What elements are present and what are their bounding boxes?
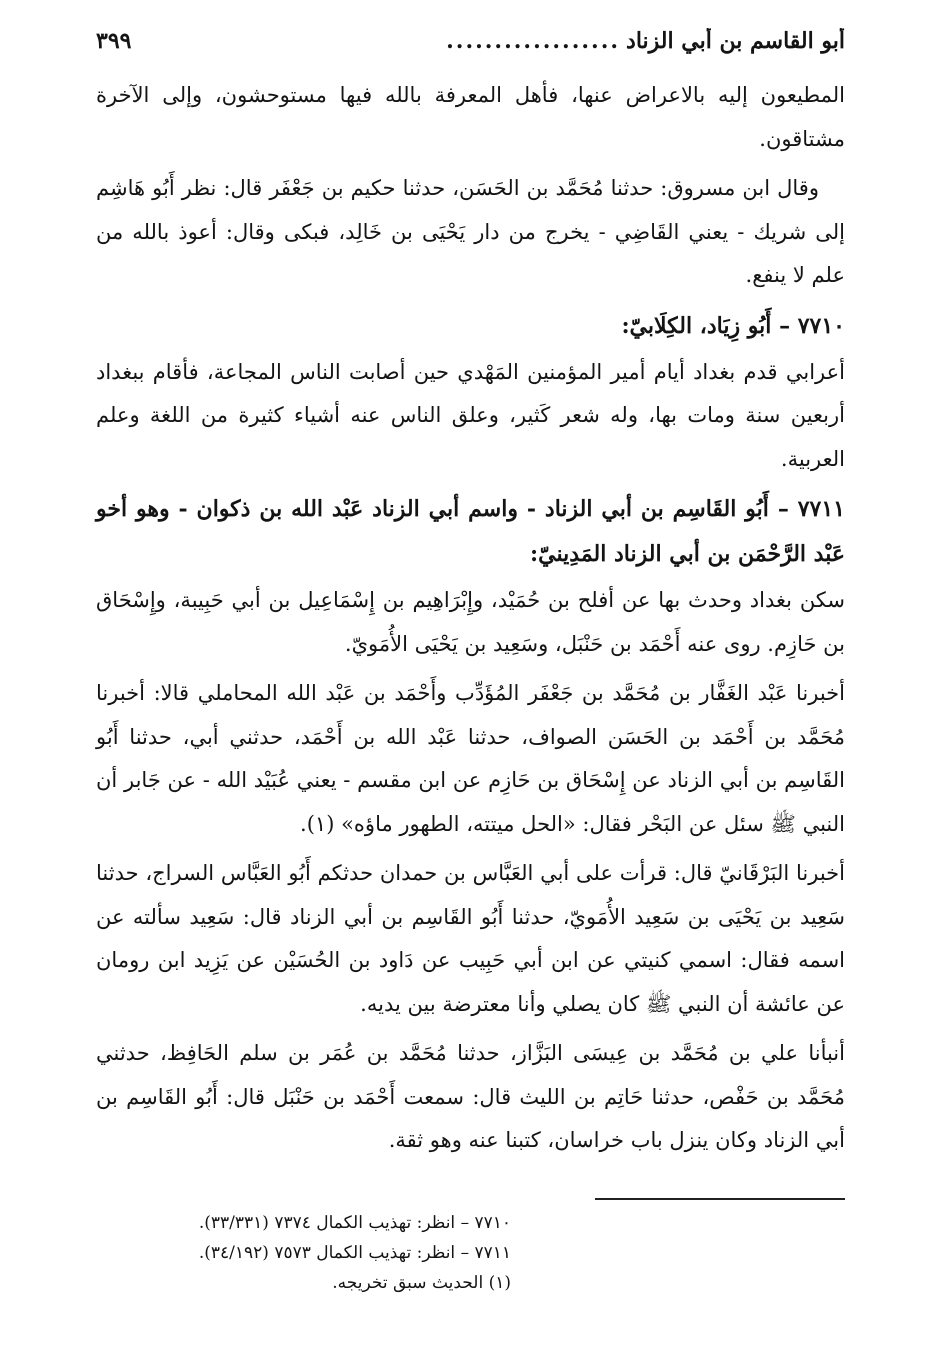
entry-title-7710: أَبُو زِيَاد، الكِلَابيّ: <box>621 312 772 339</box>
entry-heading-7711 <box>96 487 845 577</box>
paragraph-7: أنبأنا علي بن مُحَمَّد بن عِيسَى البَزَّاز، حدثنا مُحَمَّد بن عُمَر بن سلم الحَافِظ، حدثني مُحَمَّد بن حَفْص، حدثنا حَاتِم بن الليث قال: سمعت أَحْمَد بن حَنْبَل قال: أَبُو القَاسِم بن أبي الزناد وكان ينزل باب خراسان، كتبنا عنه وهو ثقة. <box>96 1041 845 1152</box>
entry-title-7711: أَبُو القَاسِم بن أبي الزناد - واسم أبي الزناد عَبْد الله بن ذكوان - وهو أخو عَبْد الرَّحْمَن بن أبي الزناد المَدِينيّ: <box>96 496 845 567</box>
paragraph-6: أخبرنا البَرْقَانيّ قال: قرأت على أبي العَبَّاس بن حمدان حدثكم أَبُو العَبَّاس السراج، حدثنا سَعِيد بن يَحْيَى بن سَعِيد الأُمَويّ، حدثنا أَبُو القَاسِم بن أبي الزناد قال: سَعِيد سألته عن اسمه فقال: اسمي كنيتي عن ابن أبي حَبِيب عن دَاود بن الحُسَيْن عن يَزِيد ابن رومان عن عائشة أن النبي ﷺ كان يصلي وأنا معترضة بين يديه. <box>96 861 845 1016</box>
entry-number-7711: ٧٧١١ – <box>777 496 845 522</box>
entry-heading-7710 <box>96 304 845 349</box>
running-header <box>96 28 845 72</box>
paragraph-4: سكن بغداد وحدث بها عن أفلح بن حُمَيْد، وإِبْرَاهِيم بن إِسْمَاعِيل بن أبي حَبِيبة، وإِسْحَاق بن حَازِم. روى عنه أَحْمَد بن حَنْبَل، وسَعِيد بن يَحْيَى الأُمَويّ. <box>96 588 845 656</box>
paragraph-3: أعرابي قدم بغداد أيام أمير المؤمنين المَهْدي حين أصابت الناس المجاعة، فأقام ببغداد أربعين سنة ومات بها، وله شعر كَثير، وعلق الناس عنه أشياء كثيرة من اللغة وعلم العربية. <box>96 359 845 471</box>
entry-number-7710: ٧٧١٠ – <box>779 312 845 339</box>
paragraph-1: المطيعون إليه بالاعراض عنها، فأهل المعرفة بالله فيها مستوحشون، وإلى الآخرة مشتاقون. <box>96 83 845 151</box>
page-number: ٣٩٩ <box>96 28 132 54</box>
header-dots: .................. <box>446 28 621 54</box>
paragraph-5: أخبرنا عَبْد الغَفَّار بن مُحَمَّد بن جَعْفَر المُؤَدِّب وأَحْمَد بن عَبْد الله المحاملي قالا: أخبرنا مُحَمَّد بن أَحْمَد بن الحَسَن الصواف، حدثنا عَبْد الله بن أَحْمَد، حدثني أبي، حدثنا أَبُو القَاسِم بن أبي الزناد عن إِسْحَاق بن حَازِم عن ابن مقسم - يعني عُبَيْد الله - عن جَابر أن النبي ﷺ سئل عن البَحْر فقال: «الحل ميتته، الطهور ماؤه» (١). <box>96 681 845 836</box>
paragraph-2: وقال ابن مسروق: حدثنا مُحَمَّد بن الحَسَن، حدثنا حكيم بن جَعْفَر قال: نظر أَبُو هَاشِم إلى شريك - يعني القَاضِي - يخرج من دار يَحْيَى بن خَالِد، فبكى وقال: أعوذ بالله من علم لا ينفع. <box>96 176 845 287</box>
page-body <box>96 74 845 1169</box>
footnote-1: (١) الحديث سبق تخريجه. <box>332 1273 511 1293</box>
footnote-divider <box>595 1198 845 1200</box>
footnote-7711: ٧٧١١ – انظر: تهذيب الكمال ٧٥٧٣ (٣٤/١٩٢). <box>198 1243 511 1263</box>
header-title: أبو القاسم بن أبي الزناد <box>626 28 845 54</box>
footnotes <box>96 1208 511 1298</box>
footnote-7710: ٧٧١٠ – انظر: تهذيب الكمال ٧٣٧٤ (٣٣/٣٣١). <box>198 1213 511 1233</box>
